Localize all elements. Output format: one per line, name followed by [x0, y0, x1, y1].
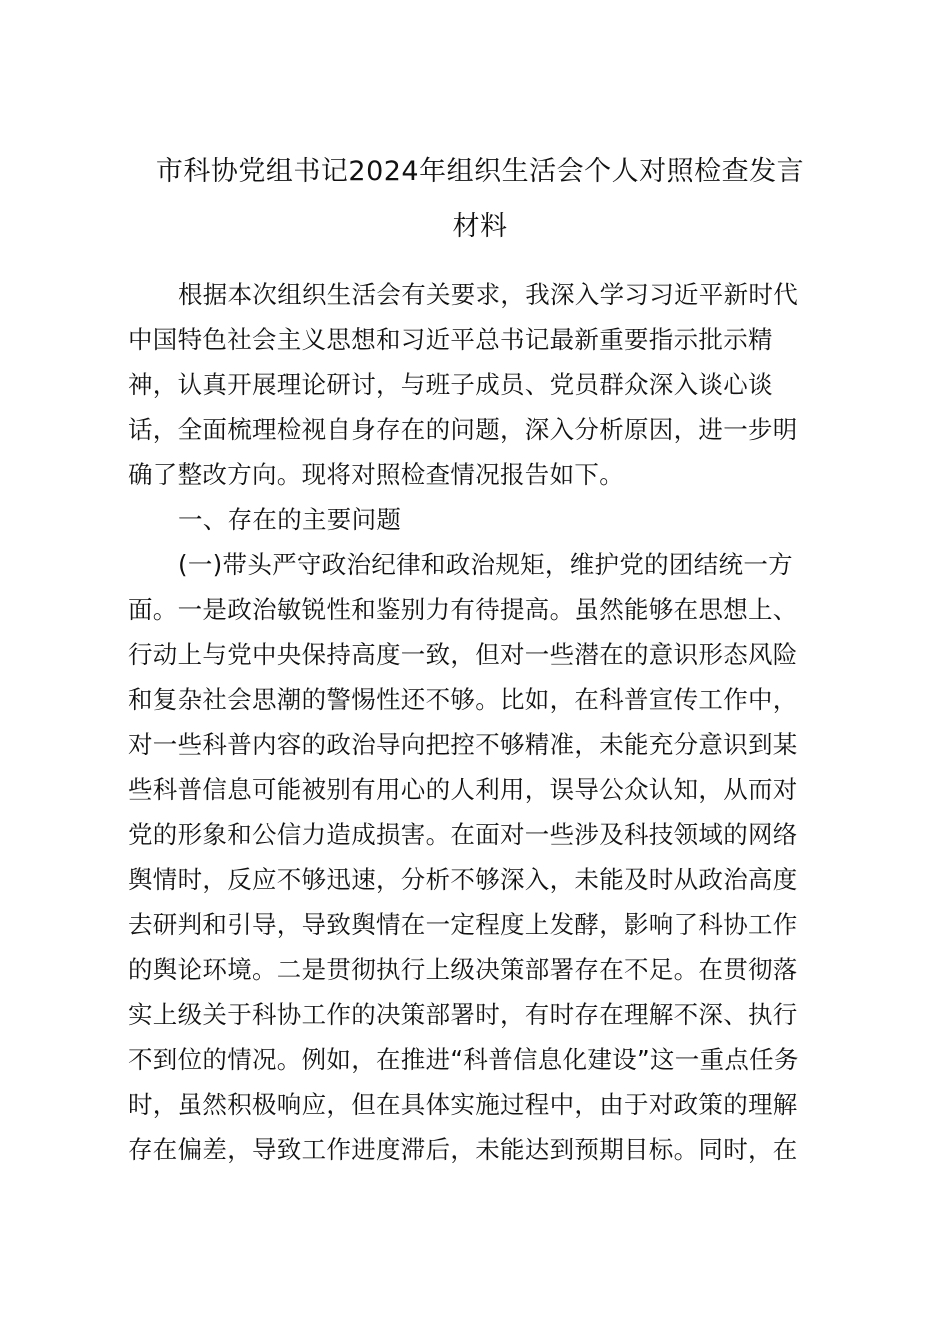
paragraph-line: 不到位的情况。例如，在推进“科普信息化建设”这一重点任务: [128, 1045, 799, 1074]
paragraph-line: 些科普信息可能被别有用心的人利用，误导公众认知，从而对: [128, 775, 798, 804]
paragraph-line: 确了整改方向。现将对照检查情况报告如下。: [128, 460, 624, 489]
paragraph-line: 神，认真开展理论研讨，与班子成员、党员群众深入谈心谈: [128, 370, 773, 399]
paragraph-line: 时，虽然积极响应，但在具体实施过程中，由于对政策的理解: [128, 1090, 798, 1119]
paragraph-line: 话，全面梳理检视自身存在的问题，深入分析原因，进一步明: [128, 415, 798, 444]
document-title: 市科协党组书记2024年组织生活会个人对照检查发言: [155, 156, 805, 187]
paragraph-line: 对一些科普内容的政治导向把控不够精准，未能充分意识到某: [128, 730, 798, 759]
paragraph-line: 面。一是政治敏锐性和鉴别力有待提高。虽然能够在思想上、: [128, 595, 798, 624]
paragraph-line: 的舆论环境。二是贯彻执行上级决策部署存在不足。在贯彻落: [128, 955, 798, 984]
paragraph-line: 实上级关于科协工作的决策部署时，有时存在理解不深、执行: [128, 1000, 798, 1029]
paragraph-line: 和复杂社会思潮的警惕性还不够。比如，在科普宣传工作中，: [128, 685, 798, 714]
paragraph-line: 去研判和引导，导致舆情在一定程度上发酵，影响了科协工作: [128, 910, 798, 939]
document-body: [128, 272, 828, 1172]
paragraph-line: 根据本次组织生活会有关要求，我深入学习习近平新时代: [178, 280, 798, 309]
document-title-continuation: 材料: [452, 211, 508, 242]
paragraph-line: 党的形象和公信力造成损害。在面对一些涉及科技领域的网络: [128, 820, 798, 849]
paragraph-line: 中国特色社会主义思想和习近平总书记最新重要指示批示精: [128, 325, 773, 354]
paragraph-line: 存在偏差，导致工作进度滞后，未能达到预期目标。同时，在: [128, 1135, 798, 1164]
paragraph-line: 行动上与党中央保持高度一致，但对一些潜在的意识形态风险: [128, 640, 798, 669]
section-heading: 一、存在的主要问题: [178, 505, 402, 534]
paragraph-line: 舆情时，反应不够迅速，分析不够深入，未能及时从政治高度: [128, 865, 798, 894]
subsection-heading: (一)带头严守政治纪律和政治规矩，维护党的团结统一方: [178, 550, 793, 579]
